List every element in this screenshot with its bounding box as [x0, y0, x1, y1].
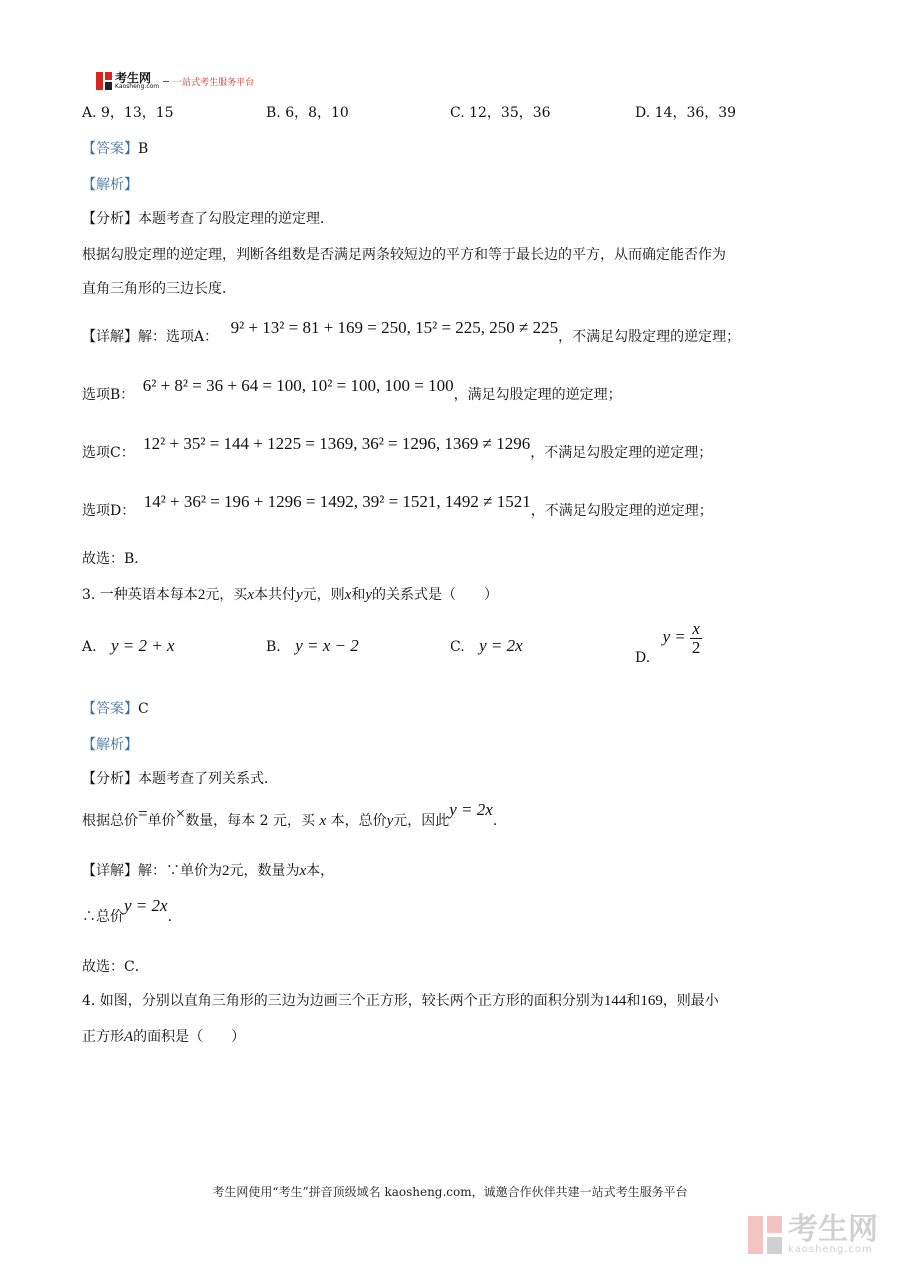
watermark-logo-icon — [748, 1216, 782, 1254]
option-label: C. — [450, 639, 465, 655]
detail-tag: 【详解】 — [82, 329, 138, 345]
stem-text: 和 — [351, 587, 366, 603]
answer-value: B — [138, 141, 149, 157]
q2-option-c: C. 12，35，36 — [450, 105, 551, 121]
stem-num: 2 — [197, 587, 206, 603]
q2-para1: 根据勾股定理的逆定理，判断各组数是否满足两条较短边的平方和等于最长边的平方，从而确定能否作为 — [82, 247, 726, 263]
watermark-domain: kaosheng.com — [788, 1244, 873, 1255]
detail-text: ． — [167, 909, 182, 925]
stem-text: 正方形 — [82, 1029, 124, 1045]
equation-d: 14² + 36² = 196 + 1296 = 1492, 39² = 1521, 1492 ≠ 1521 — [143, 492, 531, 511]
detail-text: 元，数量为 — [229, 863, 300, 879]
q2-option-d: D. 14，36，39 — [635, 105, 737, 121]
q3-stem — [82, 584, 498, 604]
detail-tag: 【详解】 — [82, 863, 138, 879]
stem-var: x — [344, 587, 352, 603]
logo-name: 考生网 — [115, 71, 152, 85]
expr: y = 2x — [124, 896, 168, 915]
detail-text: ∴总价 — [82, 909, 124, 925]
var: x — [299, 863, 307, 879]
header-logo — [96, 70, 254, 92]
answer-value: C — [138, 701, 149, 717]
fenxi-tag: 【分析】 — [82, 771, 138, 787]
q2-option-b: B. 6，8，10 — [266, 105, 349, 121]
page-footer: 考生网使用“考生”拼音顶级域名 kaosheng.com，诚邀合作伙伴共建一站式考生服务平台 — [212, 1185, 688, 1199]
option-label: A： — [194, 329, 219, 345]
option-label: A. — [82, 639, 97, 655]
para-text: 元，因此 — [393, 813, 450, 829]
q2-conclusion: 故选：B． — [82, 551, 149, 567]
stem-text: 3. 一种英语本每本 — [82, 587, 198, 603]
para-text: ． — [492, 813, 507, 829]
para-text: 根据总价 — [82, 813, 138, 829]
equation-tail: ，不满足勾股定理的逆定理； — [530, 445, 713, 461]
para-text: 本，总价 — [330, 813, 387, 829]
num: 144 — [603, 993, 627, 1009]
q2-detail-d — [82, 492, 713, 520]
watermark-name: 考生网 — [788, 1212, 878, 1247]
logo-icon — [96, 72, 112, 90]
option-label: B. — [266, 639, 281, 655]
numerator: x — [692, 619, 700, 638]
para-text: 数量，每本 2 元，买 — [185, 813, 315, 829]
q3-answer — [82, 698, 149, 718]
answer-tag: 【答案】 — [82, 141, 138, 157]
option-label: D. — [635, 650, 651, 667]
q4-line2 — [82, 1026, 245, 1046]
fenxi-text: 本题考查了勾股定理的逆定理． — [138, 211, 334, 227]
q3-option-c — [450, 636, 523, 656]
expr: y = 2x — [449, 800, 493, 819]
answer-tag: 【答案】 — [82, 701, 138, 717]
equation-b: 6² + 8² = 36 + 64 = 100, 10² = 100, 100 = 100 — [142, 376, 454, 395]
fraction — [690, 620, 702, 657]
q3-option-b — [266, 636, 359, 656]
q2-fenxi — [82, 208, 334, 228]
stem-text: 本共付 — [253, 587, 296, 603]
q3-option-a — [82, 636, 175, 656]
detail-text: 解：∵单价为 — [138, 863, 222, 879]
equation-c: 12² + 35² = 144 + 1225 = 1369, 36² = 1296, 1369 ≠ 1296 — [143, 434, 531, 453]
detail-prefix: 解：选项 — [138, 329, 194, 345]
equation-tail: ，满足勾股定理的逆定理； — [453, 387, 622, 403]
q2-para2: 直角三角形的三边长度． — [82, 281, 236, 297]
option-label: 选项D： — [82, 503, 136, 519]
denominator: 2 — [691, 637, 701, 657]
stem-text: 和 — [626, 993, 641, 1009]
option-expr: y = — [662, 627, 686, 647]
stem-var: x — [247, 587, 254, 603]
stem-text: ，则最小 — [662, 993, 719, 1009]
var: A — [124, 1029, 134, 1045]
q2-detail-b — [82, 376, 622, 404]
stem-var: y — [365, 587, 372, 603]
q3-detail2 — [82, 896, 182, 926]
q3-fenxi — [82, 768, 278, 788]
logo-slogan: 一站式考生服务平台 — [173, 77, 255, 88]
equation-tail: ，不满足勾股定理的逆定理； — [530, 503, 713, 519]
stem-text: 的关系式是（ ） — [372, 587, 498, 603]
stem-var: y — [295, 587, 303, 603]
option-expr: y = 2 + x — [111, 636, 175, 655]
num: 2 — [222, 863, 230, 879]
equals-sign: = — [138, 804, 148, 823]
equation-a: 9² + 13² = 81 + 169 = 250, 15² = 225, 250 ≠ 225 — [230, 318, 559, 337]
q3-analysis-tag: 【解析】 — [82, 737, 138, 753]
stem-text: 元，买 — [205, 587, 248, 603]
q2-answer — [82, 138, 148, 158]
equation-tail: ，不满足勾股定理的逆定理； — [558, 329, 741, 345]
logo-domain: Kaosheng.com — [115, 83, 160, 90]
stem-text: 的面积是（ ） — [133, 1029, 246, 1045]
q2-detail-c — [82, 434, 713, 462]
fenxi-tag: 【分析】 — [82, 211, 138, 227]
option-label: 选项C： — [82, 445, 135, 461]
q2-analysis-tag: 【解析】 — [82, 177, 138, 193]
option-label: 选项B： — [82, 387, 135, 403]
stem-text: 元，则 — [302, 587, 345, 603]
option-expr: y = x − 2 — [295, 636, 359, 655]
times-sign: × — [175, 804, 186, 823]
var: x — [319, 813, 327, 829]
q2-detail-a — [82, 318, 741, 346]
q3-para1 — [82, 800, 507, 830]
para-text: 单价 — [147, 813, 176, 829]
stem-text: 4. 如图，分别以直角三角形的三边为边画三个正方形，较长两个正方形的面积分别为 — [82, 993, 604, 1009]
option-expr: y = 2x — [479, 636, 523, 655]
watermark — [748, 1212, 878, 1255]
q4-line1 — [82, 990, 719, 1010]
q3-conclusion: 故选：C． — [82, 959, 149, 975]
q3-detail1 — [82, 860, 334, 880]
detail-text: 本， — [306, 863, 335, 879]
num: 169 — [640, 993, 663, 1009]
q3-option-d — [635, 619, 702, 667]
fenxi-text: 本题考查了列关系式． — [138, 771, 278, 787]
q2-option-a: A. 9，13，15 — [82, 105, 174, 121]
var: y — [386, 813, 394, 829]
